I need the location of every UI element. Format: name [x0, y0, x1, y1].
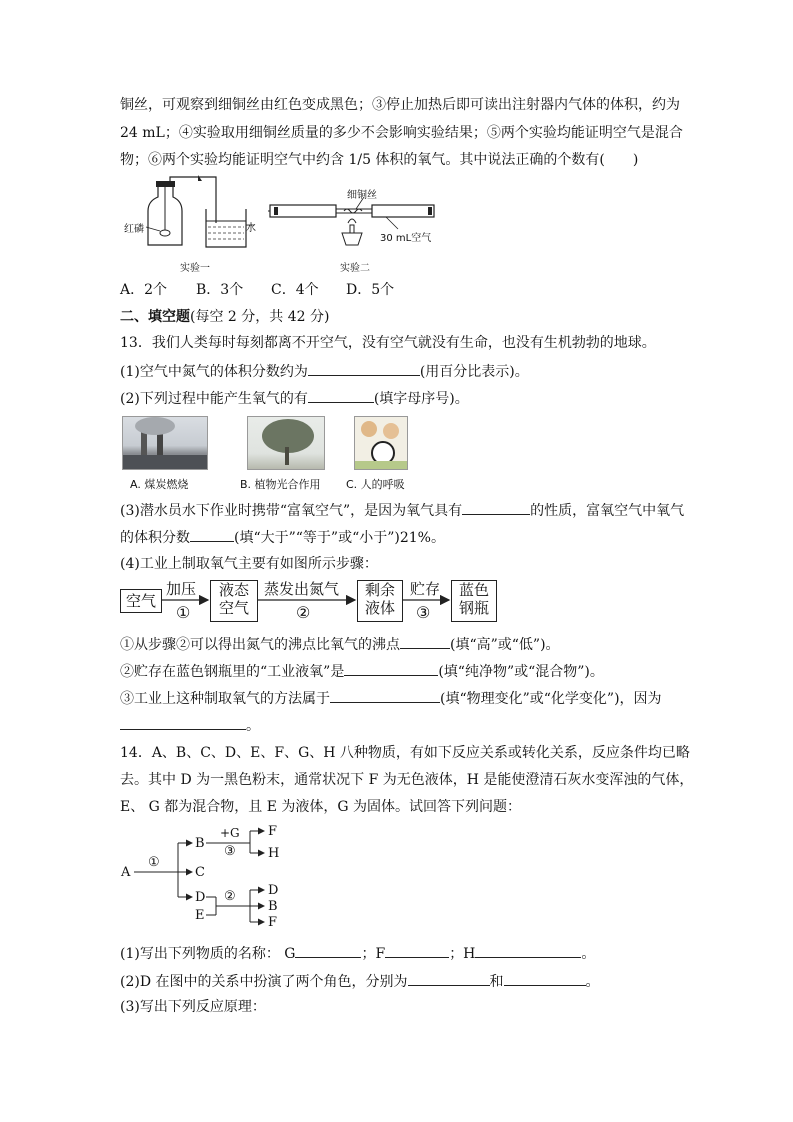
node-f: F	[268, 824, 278, 839]
flow-arrow2-label: 蒸发出氮气	[264, 580, 340, 598]
q13-p3b-suffix: (填“大于”“等于”或“小于”)21%。	[234, 530, 445, 546]
option-d: D．5个	[346, 282, 395, 298]
node-out-d: D	[268, 883, 279, 898]
q13-p3b-text: 的体积分数	[120, 530, 190, 546]
label-water: 水	[246, 223, 256, 234]
q14-p1-end: 。	[581, 946, 596, 962]
q14-g-blank[interactable]	[295, 943, 361, 958]
node-a: A	[121, 865, 131, 880]
flow-box3-line2: 液体	[364, 599, 395, 617]
q14-role1-blank[interactable]	[408, 971, 490, 986]
flow-box2-line2: 空气	[218, 599, 249, 617]
q13-s3-end: 。	[246, 718, 260, 734]
flow-box-air: 空气	[120, 589, 162, 613]
q13-p2-suffix: (填字母序号)。	[373, 391, 469, 407]
section-title: 二、填空题	[120, 309, 190, 325]
flow-arrow3-label: 贮存	[410, 580, 441, 598]
q13-stem: 13．我们人类每时每刻都离不开空气，没有空气就没有生命，也没有生机勃勃的地球。	[120, 335, 656, 351]
q14-part-3: (3)写出下列反应原理：	[120, 999, 266, 1015]
q14-line-3: E、 G 都为混合物，且 E 为液体，G 为固体。试回答下列问题：	[120, 799, 522, 815]
q13-p1-text: (1)空气中氮气的体积分数约为	[120, 364, 308, 380]
q14-part-1	[120, 943, 595, 963]
q14-role2-blank[interactable]	[504, 971, 586, 986]
caption-photo-c: C. 人的呼吸	[346, 478, 405, 491]
label-reaction-3: ③	[224, 844, 236, 859]
q13-s3-text: ③工业上这种制取氧气的方法属于	[120, 691, 330, 707]
q14-line-1: 14．A、B、C、D、E、F、G、H 八种物质，有如下反应关系或转化关系，反应条件均已略	[120, 745, 690, 761]
caption-photo-a: A. 煤炭燃烧	[130, 478, 189, 491]
q13-s1-suffix: (填“高”或“低”)。	[450, 637, 560, 653]
node-h: H	[268, 846, 280, 861]
intro-line-1: 铜丝，可观察到细铜丝由红色变成黑色；③停止加热后即可读出注射器内气体的体积，约为	[120, 97, 680, 113]
intro-line-3: 物；⑥两个实验均能证明空气中约含 1/5 体积的氧气。其中说法正确的个数有( )	[120, 152, 639, 168]
q13-s2-text: ②贮存在蓝色钢瓶里的“工业液氧”是	[120, 664, 345, 680]
q14-p1-text: (1)写出下列物质的名称： G	[120, 946, 296, 962]
node-out-f: F	[268, 915, 278, 930]
q14-h-blank[interactable]	[475, 943, 581, 958]
label-plus-g: +G	[220, 826, 240, 840]
node-e: E	[195, 908, 205, 923]
intro-line-2: 24 mL；④实验取用细铜丝质量的多少不会影响实验结果；⑤两个实验均能证明空气是混合	[120, 125, 683, 141]
q13-part-4: (4)工业上制取氧气主要有如图所示步骤：	[120, 556, 378, 572]
flow-box4-line2: 钢瓶	[458, 599, 489, 617]
q14-p1-h-label: ；H	[449, 946, 476, 962]
flow-arrow3-number: ③	[416, 603, 431, 622]
section-note: (每空 2 分，共 42 分)	[190, 309, 330, 325]
q14-p2-mid: 和	[489, 974, 504, 990]
q14-f-blank[interactable]	[385, 943, 449, 958]
flow-arrow1-number: ①	[176, 603, 191, 622]
flow-box3-line1: 剩余	[364, 581, 395, 599]
option-a: A．2个	[120, 282, 168, 298]
q14-p2-end: 。	[585, 974, 600, 990]
caption-experiment-two: 实验二	[340, 263, 370, 274]
label-reaction-1: ①	[148, 855, 160, 870]
q13-p3-text: (3)潜水员水下作业时携带“富氧空气”，是因为氧气具有	[120, 503, 463, 519]
option-b: B．3个	[196, 282, 244, 298]
node-out-b: B	[268, 899, 278, 914]
q14-p2-text: (2)D 在图中的关系中扮演了两个角色，分别为	[120, 974, 408, 990]
q14-p1-f-label: ；F	[361, 946, 386, 962]
node-b: B	[195, 836, 205, 851]
q14-line-2: 去。其中 D 为一黑色粉末，通常状况下 F 为无色液体，H 是能使澄清石灰水变浑浊的气体，	[120, 772, 694, 788]
label-copper-wire: 细铜丝	[347, 190, 377, 201]
flow-arrow2-number: ②	[296, 603, 311, 622]
caption-photo-b: B. 植物光合作用	[240, 478, 321, 491]
q13-s1-text: ①从步骤②可以得出氮气的沸点比氧气的沸点	[120, 637, 400, 653]
flow-box4-line1: 蓝色	[458, 581, 489, 599]
q13-s3-suffix: (填“物理变化”或“化学变化”)，因为	[440, 691, 662, 707]
label-red-phosphorus: 红磷	[124, 224, 144, 235]
flow-box2-line1: 液态	[218, 581, 249, 599]
label-reaction-2: ②	[224, 889, 236, 904]
option-c: C．4个	[271, 282, 319, 298]
label-30ml-air: 30 mL空气	[380, 233, 432, 244]
node-c: C	[195, 865, 205, 880]
q14-part-2	[120, 971, 600, 991]
q13-p3-suffix: 的性质，富氧空气中氧气	[530, 503, 685, 519]
q13-s2-suffix: (填“纯净物”或“混合物”)。	[438, 664, 604, 680]
node-d: D	[195, 890, 206, 905]
caption-experiment-one: 实验一	[180, 263, 210, 274]
flow-arrow1-label: 加压	[166, 580, 197, 598]
q13-p1-suffix: (用百分比表示)。	[419, 364, 529, 380]
q13-p2-text: (2)下列过程中能产生氧气的有	[120, 391, 308, 407]
